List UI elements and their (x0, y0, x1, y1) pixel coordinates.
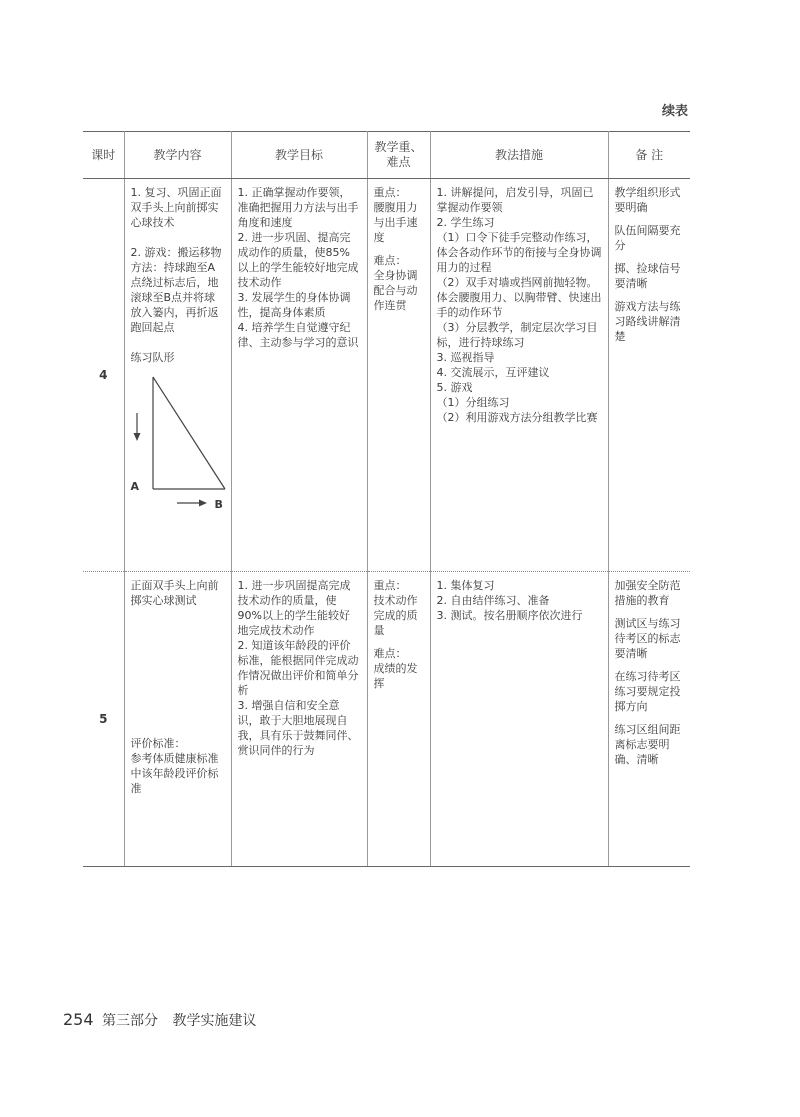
evaluation-label: 评价标准： (130, 737, 186, 750)
notes-cell (608, 179, 690, 572)
method-item: 2. 自由结伴练习、准备 (436, 594, 550, 607)
note-item: 教学组织形式要明确 (614, 186, 681, 214)
objective-item: 3. 增强自信和安全意识，敢于大胆地展现自我，具有乐于鼓舞同伴、赏识同伴的行为 (237, 699, 359, 757)
objective-item: 2. 知道该年龄段的评价标准，能根据同伴完成动作情况做出评价和简单分析 (237, 639, 359, 697)
method-item: 1. 讲解提问，启发引导，巩固已掌握动作要领 (436, 186, 594, 214)
objective-item: 2. 进一步巩固、提高完成动作的质量，使85%以上的学生能较好地完成技术动作 (237, 231, 359, 289)
note-item: 队伍间隔要充分 (614, 224, 681, 252)
header-content: 教学内容 (124, 132, 231, 179)
header-key-points: 教学重、难点 (367, 132, 430, 179)
key-point-text: 腰腹用力与出手速度 (373, 201, 418, 244)
note-item: 在练习待考区练习要规定投掷方向 (614, 670, 681, 713)
objective-item: 4. 培养学生自觉遵守纪律、主动参与学习的意识 (237, 321, 359, 349)
objectives-cell (231, 572, 367, 867)
method-item: （1）口令下徒手完整动作练习，体会各动作环节的衔接与全身协调用力的过程 (436, 231, 602, 274)
lesson-number: 5 (83, 572, 124, 867)
method-item: 1. 集体复习 (436, 579, 495, 592)
point-b-label: B (214, 498, 223, 511)
note-item: 练习区组间距离标志要明确、清晰 (614, 723, 681, 766)
header-lesson: 课时 (83, 132, 124, 179)
method-item: 3. 测试。按名册顺序依次进行 (436, 609, 583, 622)
page-number: 254 (63, 1010, 94, 1029)
footer-part: 第三部分 (102, 1013, 158, 1029)
header-notes: 备 注 (608, 132, 690, 179)
table-row (83, 179, 690, 572)
difficulty-label: 难点： (373, 254, 407, 267)
formation-diagram (131, 369, 227, 509)
key-point-label: 重点： (373, 579, 407, 592)
key-point-text: 技术动作完成的质量 (373, 594, 418, 637)
notes-cell (608, 572, 690, 867)
key-points-cell (367, 179, 430, 572)
content-cell (124, 179, 231, 572)
lesson-number: 4 (83, 179, 124, 572)
header-objectives: 教学目标 (231, 132, 367, 179)
objective-item: 3. 发展学生的身体协调性，提高身体素质 (237, 291, 351, 319)
methods-cell (430, 179, 608, 572)
continued-label: 续表 (661, 104, 688, 119)
content-line: 2. 游戏：搬运移物 (130, 246, 222, 259)
methods-cell (430, 572, 608, 867)
content-line: 方法：持球跑至A点绕过标志后，地滚球至B点并将球放入篓内，再折返跑回起点 (130, 261, 219, 334)
table-header-row (83, 132, 690, 179)
page-footer (63, 1010, 256, 1030)
note-item: 测试区与练习待考区的标志要清晰 (614, 617, 681, 660)
method-item: （1）分组练习 (436, 396, 510, 409)
method-item: （2）双手对墙或挡网前抛轻物。体会腰腹用力、以胸带臂、快速出手的动作环节 (436, 276, 602, 319)
note-item: 加强安全防范措施的教育 (614, 579, 681, 607)
footer-section: 教学实施建议 (172, 1013, 257, 1029)
method-item: （3）分层教学，制定层次学习目标，进行持球练习 (436, 321, 598, 349)
method-item: （2）利用游戏方法分组教学比赛 (436, 411, 598, 424)
difficulty-text: 成绩的发挥 (373, 662, 418, 690)
header-methods: 教法措施 (430, 132, 608, 179)
lesson-plan-table (83, 131, 690, 867)
key-points-cell (367, 572, 430, 867)
point-a-label: A (130, 480, 140, 493)
note-item: 掷、捡球信号要清晰 (614, 262, 681, 290)
formation-triangle (131, 369, 227, 509)
difficulty-text: 全身协调配合与动作连贯 (373, 269, 418, 312)
content-line: 1. 复习、巩固正面双手头上向前掷实心球技术 (130, 186, 222, 229)
method-item: 4. 交流展示，互评建议 (436, 366, 550, 379)
objective-item: 1. 正确掌握动作要领，准确把握用力方法与出手角度和速度 (237, 186, 359, 229)
method-item: 5. 游戏 (436, 381, 473, 394)
method-item: 2. 学生练习 (436, 216, 495, 229)
evaluation-text: 参考体质健康标准中该年龄段评价标准 (130, 752, 219, 795)
table-row (83, 572, 690, 867)
formation-label: 练习队形 (130, 351, 175, 364)
content-cell (124, 572, 231, 867)
note-item: 游戏方法与练习路线讲解清楚 (614, 300, 681, 343)
objectives-cell (231, 179, 367, 572)
method-item: 3. 巡视指导 (436, 351, 495, 364)
key-point-label: 重点： (373, 186, 407, 199)
content-line: 正面双手头上向前掷实心球测试 (130, 579, 219, 607)
objective-item: 1. 进一步巩固提高完成技术动作的质量，使90%以上的学生能较好地完成技术动作 (237, 579, 351, 637)
difficulty-label: 难点： (373, 647, 407, 660)
